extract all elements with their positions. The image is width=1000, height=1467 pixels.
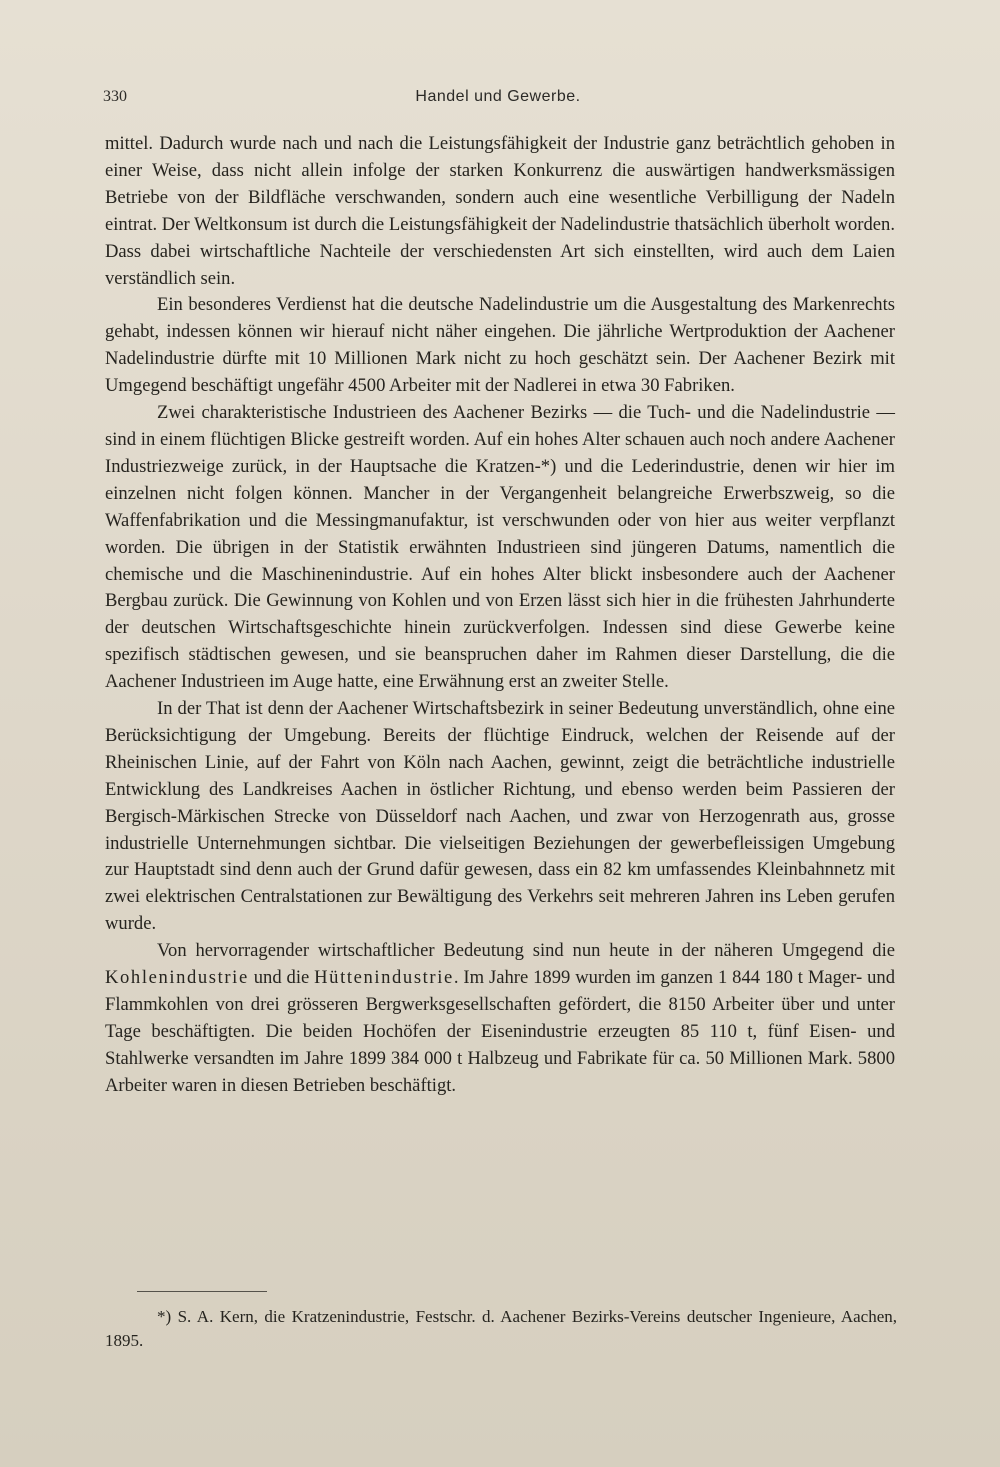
footnote: *) S. A. Kern, die Kratzenindustrie, Festschr. d. Aachener Bezirks-Vereins deutscher Ingenieure, Aachen, 1895. bbox=[105, 1307, 897, 1350]
footnote-rule bbox=[137, 1291, 267, 1292]
running-title: Handel und Gewerbe. bbox=[415, 88, 581, 105]
paragraph-2: Ein besonderes Verdienst hat die deutsche Nadelindustrie um die Ausgestaltung des Markenrechts gehabt, indessen können wir hierauf nicht näher eingehen. Die jährliche Wertproduktion der Aachener Nadelindustrie dürfte mit 10 Millionen Mark nicht zu hoch geschätzt sein. Der Aachener Bezirk mit Umgegend beschäftigt ungefähr 4500 Arbeiter mit der Nadlerei in etwa 30 Fabriken. bbox=[105, 294, 895, 397]
paragraph-1: mittel. Dadurch wurde nach und nach die Leistungsfähigkeit der Industrie ganz beträchtlich gehoben in einer Weise, dass nicht allein infolge der starken Konkurrenz die auswärtigen handwerksmässigen Betriebe von der Bildfläche verschwanden, sondern auch eine wesentliche Verbilligung der Nadeln eintrat. Der Weltkonsum ist durch die Leistungsfähigkeit der Nadelindustrie thatsächlich überholt worden. Dass dabei wirtschaftliche Nachteile der verschiedensten Art sich einstellten, wird auch dem Laien verständlich sein. bbox=[105, 133, 895, 289]
spaced-term-huettenindustrie: Hüttenindustrie bbox=[314, 967, 454, 989]
paragraph-5-text-after: . Im Jahre 1899 wurden im ganzen 1 844 180 t Mager- und Flammkohlen von drei grösseren Bergwerksgesellschaften gefördert, die 8150 Arbeiter über und unter Tage beschäftigten. Die beiden Hochöfen der Eisenindustrie erzeugten 85 110 t, fünf Eisen- und Stahlwerke versandten im Jahre 1899 384 000 t Halbzeug und Fabrikate für ca. 50 Millionen Mark. 5800 Arbeiter waren in diesen Betrieben beschäftigt. bbox=[105, 967, 895, 1096]
paragraph-5 bbox=[105, 938, 895, 1099]
paragraph-4: In der That ist denn der Aachener Wirtschaftsbezirk in seiner Bedeutung unverständlich, ohne eine Berücksichtigung der Umgebung. Bereits der flüchtige Eindruck, welchen der Reisende auf der Rheinischen Linie, auf der Fahrt von Köln nach Aachen, gewinnt, zeigt die beträchtliche industrielle Entwicklung des Landkreises Aachen in östlicher Richtung, und ebenso werden beim Passieren der Bergisch-Märkischen Strecke von Düsseldorf nach Aachen, und zwar von Herzogenrath aus, grosse industrielle Unternehmungen sichtbar. Die vielseitigen Beziehungen der gewerbefleissigen Umgebung zur Hauptstadt sind denn auch der Grund dafür gewesen, dass ein 82 km umfassendes Kleinbahnnetz mit zwei elektrischen Centralstationen zur Bewältigung des Verkehrs seit mehreren Jahren ins Leben gerufen wurde. bbox=[105, 698, 895, 935]
body-text bbox=[105, 131, 895, 1100]
page-header bbox=[103, 88, 893, 112]
paragraph-3: Zwei charakteristische Industrieen des Aachener Bezirks — die Tuch- und die Nadelindustrie — sind in einem flüchtigen Blicke gestreift worden. Auf ein hohes Alter schauen auch noch andere Aachener Industriezweige zurück, in der Hauptsache die Kratzen-*) und die Lederindustrie, denen wir hier im einzelnen nicht folgen können. Mancher in der Vergangenheit belangreiche Erwerbszweig, so die Waffenfabrikation und die Messingmanufaktur, ist verschwunden oder von hier aus weiter verpflanzt worden. Die übrigen in der Statistik erwähnten Industrieen sind jüngeren Datums, namentlich die chemische und die Maschinenindustrie. Auf ein hohes Alter blickt insbesondere auch der Aachener Bergbau zurück. Die Gewinnung von Kohlen und von Erzen lässt sich hier in die frühesten Jahrhunderte der deutschen Wirtschaftsgeschichte hinein zurückverfolgen. Indessen sind diese Gewerbe keine spezifisch städtischen gewesen, und sie beanspruchen daher im Rahmen dieser Darstellung, die die Aachener Industrieen im Auge hatte, eine Erwähnung erst an zweiter Stelle. bbox=[105, 402, 895, 693]
page-number: 330 bbox=[103, 88, 127, 105]
paragraph-5-text-middle: und die bbox=[248, 967, 315, 989]
paragraph-5-text-before: Von hervorragender wirtschaftlicher Bedeutung sind nun heute in der näheren Umgegend die bbox=[157, 940, 895, 962]
spaced-term-kohlenindustrie: Kohlenindustrie bbox=[105, 967, 249, 989]
